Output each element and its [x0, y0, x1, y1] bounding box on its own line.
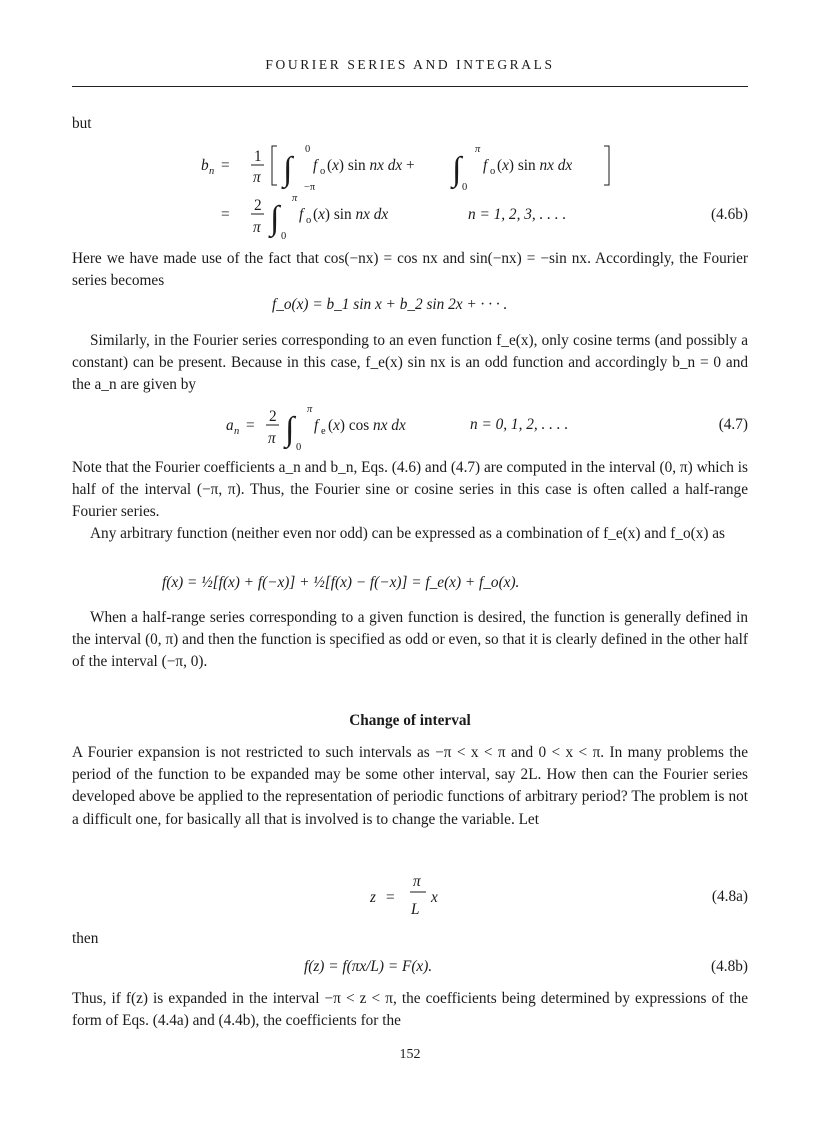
- svg-text:2: 2: [269, 408, 277, 425]
- eq-4-6b-number: (4.6b): [711, 206, 748, 223]
- paragraph-2: Similarly, in the Fourier series corresponding to an even function f_e(x), only cosine terms (and possibly a constant) can be present. Because in this case, f_e(x) sin nx is an odd function and accordingly b_n = 0 and the a_n are given by: [72, 332, 748, 394]
- paragraph-but: but: [72, 115, 92, 132]
- svg-text:0: 0: [305, 144, 311, 155]
- svg-text:∫: ∫: [270, 200, 280, 237]
- page-number: 152: [399, 1047, 421, 1062]
- svg-text:π: π: [253, 169, 261, 186]
- eq-combination: f(x) = ½[f(x) + f(−x)] + ½[f(x) − f(−x)] = f_e(x) + f_o(x).: [162, 574, 520, 591]
- svg-text:f: f: [483, 157, 488, 174]
- svg-text:=: =: [386, 889, 395, 906]
- svg-text:f: f: [299, 206, 304, 223]
- svg-text:π: π: [307, 404, 313, 415]
- paragraph-4: Any arbitrary function (neither even nor odd) can be expressed as a combination of f_e(x) and f_o(x) as: [90, 525, 726, 542]
- svg-text:0: 0: [462, 182, 468, 193]
- svg-text:π: π: [292, 193, 298, 204]
- svg-text:π: π: [268, 430, 276, 447]
- section-heading: Change of interval: [349, 712, 471, 729]
- svg-text:1: 1: [254, 148, 262, 165]
- svg-text:∫: ∫: [283, 151, 293, 188]
- svg-text:π: π: [253, 219, 261, 236]
- svg-text:π: π: [413, 873, 421, 890]
- eq-odd-series: f_o(x) = b_1 sin x + b_2 sin 2x + · · · .: [272, 296, 508, 313]
- paragraph-then: then: [72, 930, 99, 947]
- svg-text:0: 0: [281, 231, 287, 242]
- svg-text:f: f: [314, 417, 319, 434]
- svg-text:∫: ∫: [452, 151, 462, 188]
- svg-text:e: e: [321, 426, 326, 437]
- svg-text:a: a: [226, 417, 234, 434]
- svg-text:o: o: [490, 166, 496, 177]
- eq-4-7-number: (4.7): [718, 416, 748, 433]
- svg-text:2: 2: [254, 197, 262, 214]
- eq-4-8b: f(z) = f(πx/L) = F(x).: [304, 958, 433, 975]
- svg-text:0: 0: [296, 442, 302, 453]
- svg-text:∫: ∫: [285, 411, 295, 448]
- paragraph-1: Here we have made use of the fact that cos(−nx) = cos nx and sin(−nx) = −sin nx. Accordingly, the Fourier series becomes: [72, 250, 748, 290]
- svg-text:L: L: [411, 901, 420, 918]
- svg-text:f: f: [313, 157, 318, 174]
- svg-text:=: =: [246, 417, 255, 434]
- svg-text:n: n: [209, 166, 215, 177]
- svg-text:x: x: [431, 889, 438, 906]
- svg-text:=: =: [221, 157, 230, 174]
- svg-text:π: π: [475, 144, 481, 155]
- svg-text:(x) cos nx dx: (x) cos nx dx: [328, 417, 406, 434]
- svg-text:=: =: [221, 206, 230, 223]
- svg-text:o: o: [320, 166, 326, 177]
- svg-text:z: z: [370, 889, 376, 906]
- svg-text:(x) sin nx dx: (x) sin nx dx: [497, 157, 573, 174]
- eq-4-7-range: n = 0, 1, 2, . . . .: [470, 416, 569, 433]
- paragraph-7: Thus, if f(z) is expanded in the interval −π < z < π, the coefficients being determined by expressions of the form of Eqs. (4.4a) and (4.4b), the coefficients for the: [72, 990, 748, 1030]
- paragraph-6: A Fourier expansion is not restricted to such intervals as −π < x < π and 0 < x < π. In many problems the period of the function to be expanded may be some other interval, say 2L. How then can the Fourier series developed above be applied to the representation of periodic functions of arbitrary period? The problem is not a difficult one, for basically all that is involved is to change the variable. Let: [72, 744, 748, 828]
- svg-text:−π: −π: [304, 182, 316, 193]
- running-header: FOURIER SERIES AND INTEGRALS: [265, 57, 555, 72]
- eq-4-8b-number: (4.8b): [711, 958, 748, 975]
- eq-4-8a-number: (4.8a): [711, 888, 748, 905]
- paragraph-5: When a half-range series corresponding to a given function is desired, the function is generally defined in the interval (0, π) and then the function is specified as odd or even, so that it is clearly defined in the other half of the interval (−π, 0).: [72, 609, 748, 671]
- svg-text:(x) sin nx dx: (x) sin nx dx: [313, 206, 389, 223]
- svg-text:n: n: [234, 426, 240, 437]
- paragraph-3: Note that the Fourier coefficients a_n and b_n, Eqs. (4.6) and (4.7) are computed in the interval (0, π) which is half of the interval (−π, π). Thus, the Fourier sine or cosine series in this case is often called a half-range Fourier series.: [72, 459, 748, 521]
- svg-text:b: b: [201, 157, 209, 174]
- svg-text:(x) sin nx dx +: (x) sin nx dx +: [327, 157, 415, 174]
- eq-4-6b-range: n = 1, 2, 3, . . . .: [468, 206, 567, 223]
- svg-text:o: o: [306, 215, 312, 226]
